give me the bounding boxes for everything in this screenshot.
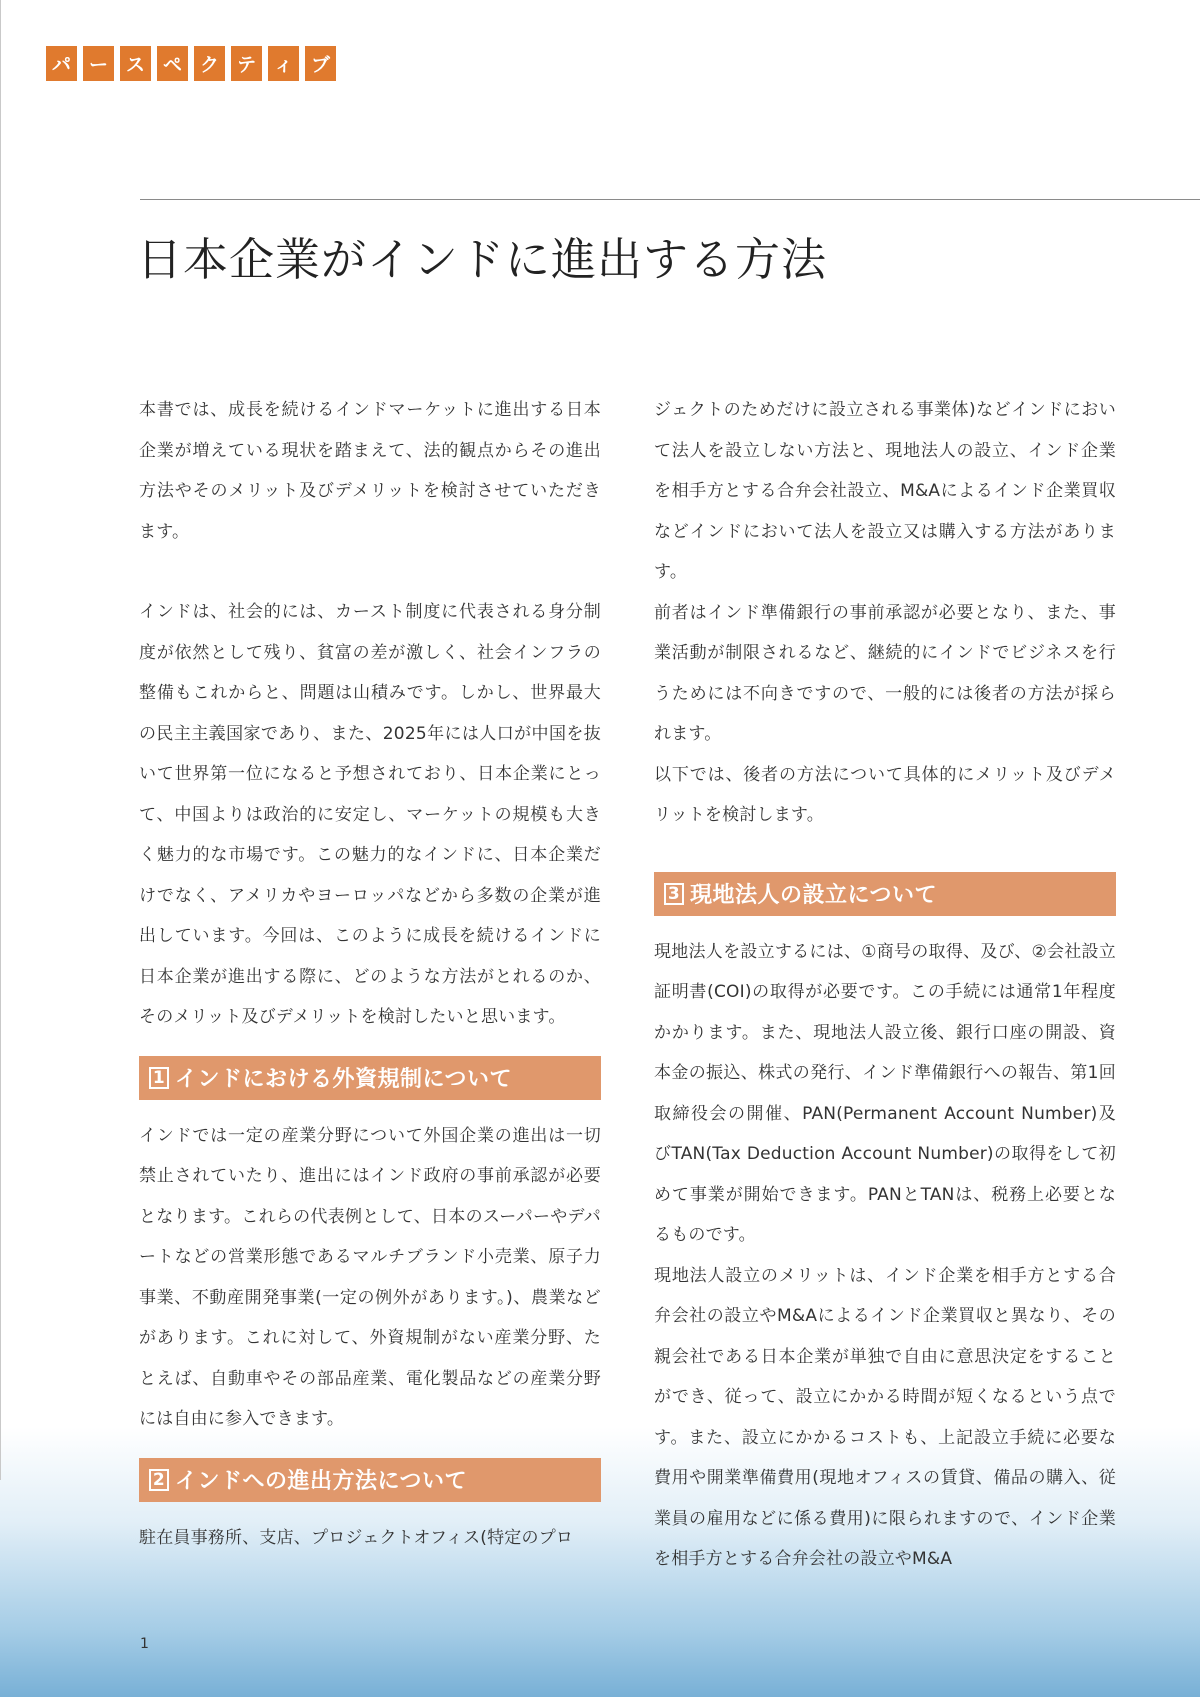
- header-char-box: ブ: [305, 46, 336, 81]
- section-3-paragraph-2: 現地法人設立のメリットは、インド企業を相手方とする合弁会社の設立やM&Aによるインド企業買収と異なり、その親会社である日本企業が単独で自由に意思決定をすることができ、従って、設立にかかる時間が短くなるという点です。また、設立にかかるコストも、上記設立手続に必要な費用や開業準備費用(現地オフィスの賃貸、備品の購入、従業員の雇用などに係る費用)に限られますので、インド企業を相手方とする合弁会社の設立やM&A: [654, 1265, 1116, 1569]
- title-divider: [140, 199, 1200, 200]
- header-char-box: テ: [231, 46, 262, 81]
- header-label: [46, 46, 336, 81]
- left-edge-rule: [0, 0, 1, 1480]
- header-char-box: パ: [46, 46, 77, 81]
- page-number: 1: [140, 1636, 149, 1652]
- section-2-paragraph-3: 以下では、後者の方法について具体的にメリット及びデメリットを検討します。: [654, 764, 1116, 825]
- section-2-paragraph-2: 前者はインド準備銀行の事前承認が必要となり、また、事業活動が制限されるなど、継続的にインドでビジネスを行うためには不向きですので、一般的には後者の方法が採られます。: [654, 602, 1116, 744]
- section-3-heading: [654, 872, 1116, 916]
- section-heading-text: 現地法人の設立について: [690, 883, 938, 908]
- intro-paragraph-2: インドは、社会的には、カースト制度に代表される身分制度が依然として残り、貧富の差が激しく、社会インフラの整備もこれからと、問題は山積みです。しかし、世界最大の民主主義国家であり、また、2025年には人口が中国を抜いて世界第一位になると予想されており、日本企業にとって、中国よりは政治的に安定し、マーケットの規模も大きく魅力的な市場です。この魅力的なインドに、日本企業だけでなく、アメリカやヨーロッパなどから多数の企業が進出しています。今回は、このように成長を続けるインドに日本企業が進出する際に、どのような方法がとれるのか、そのメリット及びデメリットを検討したいと思います。: [139, 602, 601, 1027]
- section-number-box: 3: [664, 883, 684, 905]
- section-number-box: 2: [149, 1469, 169, 1491]
- section-heading-text: インドにおける外資規制について: [175, 1067, 513, 1092]
- section-3-paragraph-1: 現地法人を設立するには、①商号の取得、及び、②会社設立証明書(COI)の取得が必要です。この手続には通常1年程度かかります。また、現地法人設立後、銀行口座の開設、資本金の振込、株式の発行、インド準備銀行への報告、第1回取締役会の開催、PAN(Permanent Account Number)及びTAN(Tax Deduction Account Number)の取得をして初めて事業が開始できます。PANとTANは、税務上必要となるものです。: [654, 941, 1116, 1245]
- section-2-body-start: 駐在員事務所、支店、プロジェクトオフィス(特定のプロ: [139, 1527, 574, 1548]
- header-char-box: ペ: [157, 46, 188, 81]
- header-char-box: ス: [120, 46, 151, 81]
- section-1-body: インドでは一定の産業分野について外国企業の進出は一切禁止されていたり、進出にはインド政府の事前承認が必要となります。これらの代表例として、日本のスーパーやデパートなどの営業形態であるマルチブランド小売業、原子力事業、不動産開発事業(一定の例外があります。)、農業などがあります。これに対して、外資規制がない産業分野、たとえば、自動車やその部品産業、電化製品などの産業分野には自由に参入できます。: [139, 1125, 601, 1429]
- left-column: [139, 390, 601, 1558]
- header-char-box: ー: [83, 46, 114, 81]
- right-column: [654, 390, 1116, 1580]
- section-heading-text: インドへの進出方法について: [175, 1469, 468, 1494]
- section-1-heading: [139, 1056, 601, 1100]
- page-title: 日本企業がインドに進出する方法: [137, 233, 828, 286]
- header-char-box: ィ: [268, 46, 299, 81]
- section-2-heading: [139, 1458, 601, 1502]
- section-2-body-continued: ジェクトのためだけに設立される事業体)などインドにおいて法人を設立しない方法と、現地法人の設立、インド企業を相手方とする合弁会社設立、M&Aによるインド企業買収などインドにおいて法人を設立又は購入する方法があります。: [654, 400, 1116, 582]
- intro-paragraph-1: 本書では、成長を続けるインドマーケットに進出する日本企業が増えている現状を踏まえて、法的観点からその進出方法やそのメリット及びデメリットを検討させていただきます。: [139, 400, 601, 542]
- header-char-box: ク: [194, 46, 225, 81]
- section-number-box: 1: [149, 1067, 169, 1089]
